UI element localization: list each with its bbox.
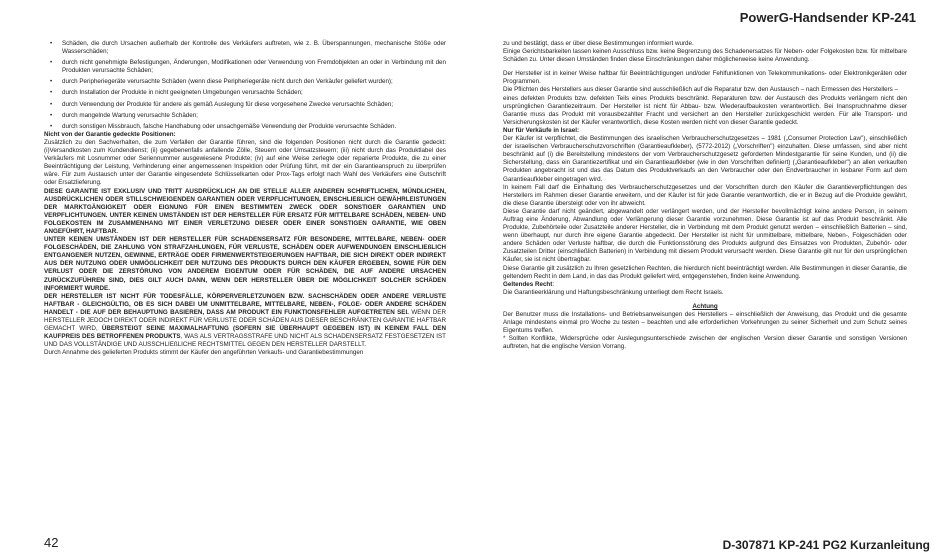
warning-heading: Achtung (692, 302, 718, 310)
max-liability-text-bold: ÜBERSTEIGT SEINE MAXIMALHAFTUNG (SOFERN SIE ÜBERHAUPT GEGEBEN IST) IN KEINEM FALL DEN KAUFPREIS DES BETROFFENEN PRODUKTS (44, 325, 446, 341)
paragraph: Der Hersteller ist in keiner Weise haftbar für Beeinträchtigungen und/oder Fehlfunktionen von Telekommunikations- oder Elektronikgeräten oder Programmen. (503, 70, 907, 86)
max-liability-text: , WAS ALS VERTRAGSSTRAFE UND NICHT ALS SCHADENSERSATZ FESTGESETZEN IST UND DAS VOLLSTÄNDIGE UND AUSSCHLIEßLICHE RECHTSMITTEL GEGEN DEN HERSTELLER DARSTELLT. (44, 333, 446, 349)
governing-law-heading-line (503, 281, 907, 289)
left-column (44, 40, 446, 357)
paragraph: Der Käufer ist verpflichtet, die Bestimmungen des israelischen Verbraucherschutzgesetzes – 1981 („Consumer Protection Law"), einschließlich der israelischen Verbraucherschutzvorschriften (Garantieaufkleber), (5772-2012) („Vorschriften") einzuhalten. Diese umfassen, sind aber nicht beschränkt auf (i) die Bereitstellung mindestens der vom Verbraucherschutzgesetz geforderten Mindestgarantie für seine Kunden, und (ii) die Sicherstellung, dass ein Garantiezertifikat und ein Garantieaufkleber (wie in den Vorschriften definiert) („Garantieaufkleber") an allen verkauften Produkten angebracht ist und das das Datum des Produktverkaufs an den Verbraucher oder den Endverbraucher in lesbarer Form auf dem Garantieaufkleber eingetragen wird. (503, 135, 907, 183)
exclusive-warranty-paragraph: DIESE GARANTIE IST EXKLUSIV UND TRITT AUSDRÜCKLICH AN DIE STELLE ALLER ANDEREN SCHRIFTLICHEN, MÜNDLICHEN, AUSDRÜCKLICHEN ODER STILLSCHWEIGENDEN GARANTIEN ODER VERPFLICHTUNGEN, EINSCHLIEßLICH GEWÄHRLEISTUNGEN DER MARKTGÄNGIGKEIT ODER EIGNUNG FÜR EINEN BESTIMMTEN ZWECK ODER SONSTIGER GARANTIEN UND VERPFLICHTUNGEN. UNTER KEINEN UMSTÄNDEN IST DER HERSTELLER FÜR ERSATZ FÜR MITTELBARE SCHÄDEN, NEBEN- UND FOLGEKOSTEN IM ZUSAMMENHANG MIT EINER VERLETZUNG DIESER ODER EINER SONSTIGEN GARANTIE, WIE OBEN ANGEFÜHRT, HAFTBAR. (44, 187, 446, 235)
paragraph: Die Garantieerklärung und Haftungsbeschränkung unterliegt dem Recht Israels. (503, 288, 724, 296)
liability-text-bold: DER HERSTELLER IST NICHT FÜR TODESFÄLLE, KÖRPERVERLETZUNGEN BZW. SACHSCHÄDEN ODER ANDERE VERLUSTE HAFTBAR - GLEICHGÜLTIG, OB ES SICH DABEI UM UNMITTELBARE, MITTELBARE, NEBEN-, FOLGE- ODER ANDERE SCHÄDEN HANDELT - DIE AUF DER BEHAUPTUNG BASIEREN, DASS AM PRODUKT EIN FUNKTIONSFEHLER AUFGETRETEN SEI. (44, 292, 446, 316)
paragraph: * Sollten Konflikte, Widersprüche oder Auslegungsunterschiede zwischen der englischen Version dieser Garantie und sonstigen Versionen auftreten, hat die englische Version Vorrang. (503, 335, 907, 351)
paragraph: Der Benutzer muss die Installations- und Betriebsanweisungen des Herstellers – einschließlich der Anweisung, das Produkt und die gesamte Anlage mindestens einmal pro Woche zu testen – beachten und alle erforderlichen Vorkehrungen zu seiner Sicherheit und zum Schutz seines Eigentums treffen. (503, 311, 907, 335)
list-item: • durch Peripheriegeräte verursachte Schäden (wenn diese Peripheriegeräte nicht durch den Verkäufer geliefert wurden); (62, 78, 446, 86)
document-id: D-307871 KP-241 PG2 Kurzanleitung (722, 538, 930, 552)
right-column (503, 40, 907, 351)
document-header: PowerG-Handsender KP-241 (739, 10, 916, 25)
paragraph: zu und bestätigt, dass er über diese Bestimmungen informiert wurde. (503, 40, 694, 47)
not-covered-paragraph: Zusätzlich zu den Sachverhalten, die zum Verfallen der Garantie führen, sind die folgenden Positionen nicht durch die Garantie gedeckt: (i)Versandkosten zum Kundendienst; (ii) gegebenenfalls anfallende Zölle, Steuern oder Umsatzsteuern; (iii) nicht durch das Produktlabel des Verkäufers mit Losnummer oder Seriennummer ausgewiesene Produkte; (iv) auf eine Weise zerlegte oder reparierte Produkte, die zu einer Beeinträchtigung der Leistung, Verhinderung einer angemessenen Inspektion oder Prüfung führt, mit der ein Garantieanspruch zu überprüfen wäre. Für zum Austausch unter der Garantie eingesendete Schlüsselkarten oder Prox-Tags erfolgt nach Wahl des Verkäufers eine Gutschrift oder Ersatzlieferung. (44, 138, 446, 187)
liability-paragraph (44, 293, 446, 350)
list-item: • Schäden, die durch Ursachen außerhalb der Kontrolle des Verkäufers auftreten, wie z. B. Überspannungen, mechanische Stöße oder Wasserschäden; (62, 40, 446, 56)
acceptance-paragraph: Durch Annahme des gelieferten Produkts stimmt der Käufer den angeführten Verkaufs- und Garantiebestimmungen (44, 349, 364, 357)
paragraph: Diese Garantie gilt zusätzlich zu Ihren gesetzlichen Rechten, die hierdurch nicht beeinträchtigt werden. Alle Bestimmungen in dieser Garantie, die geltendem Recht in dem Land, in das das Produkt geliefert wird, entgegenstehen, finden keine Anwendung. (503, 264, 907, 280)
paragraph: eines defekten Produkts bzw. defekten Teils eines Produkts beschränkt. Reparaturen bzw. der Austausch des Produkts verlängern nicht den ursprünglichen Garantiezeitraum. Der Hersteller ist nicht für Abbau- bzw. Wiederaufbaukosten verantwortlich. Bei Inanspruchnahme dieser Garantie muss das Produkt mit vorausbezahlter Fracht und versichert an den Hersteller zurückgeschickt werden. Für alle Transport- und Versicherungskosten ist der Käufer verantwortlich, diese Kosten werden nicht von dieser Garantie gedeckt. (503, 94, 907, 126)
paragraph: Einige Gerichtsbarkeiten lassen keinen Ausschluss bzw. keine Begrenzung des Schadenersatzes für Neben- oder Folgekosten bzw. für mittelbare Schäden zu. Unter diesen Umständen finden diese Einschränkungen daher möglicherweise keine Anwendung. (503, 48, 907, 64)
paragraph: Die Pflichten des Herstellers aus dieser Garantie sind ausschließlich auf die Reparatur bzw. den Austausch – nach Ermessen des Herstellers – (503, 86, 898, 94)
page-number: 42 (44, 535, 59, 550)
list-item: • durch Verwendung der Produkte für andere als gemäß Auslegung für diese vorgesehene Zwecke verursachte Schäden; (62, 101, 446, 109)
list-item: • durch mangelnde Wartung verursachte Schäden; (62, 112, 446, 120)
governing-law-colon: : (552, 280, 555, 288)
liability-text: WENN DER HERSTELLER JEDOCH DIREKT ODER INDIREKT FÜR VERLUSTE ODER SCHÄDEN AUS DIESER BESCHRÄNKTEN GARANTIE HAFTBAR GEMACHT WIRD, (44, 308, 446, 333)
paragraph: Diese Garantie darf nicht geändert, abgewandelt oder verlängert werden, und der Hersteller bevollmächtigt keine andere Person, in seinem Auftrag eine Änderung, Abwandlung oder Verlängerung dieser Garantie vorzunehmen. Diese Garantie ist auf das Produkt beschränkt. Alle Produkte, Zubehörteile oder Zusatzteile anderer Hersteller, die in Verbindung mit dem Produkt genutzt werden – einschließlich Batterien – sind, wenn überhaupt, nur durch ihre eigene Garantie abgedeckt. Der Hersteller ist nicht für unmittelbare, mittelbare, Neben-, Folgeschäden oder andere Schäden oder Verluste haftbar, die durch die Funktionsstörung des Produkts aufgrund des Einsatzes von Produkten, Zubehör- oder Zusatzteilen Dritter (einschließlich Batterien) in Verbindung mit diesem Produkt verursacht werden. Diese Garantie gilt nur für den ursprünglichen Käufer, sie ist nicht übertragbar. (503, 207, 907, 264)
not-covered-heading: Nicht von der Garantie gedeckte Positionen: (44, 130, 176, 138)
damages-disclaimer-paragraph: UNTER KEINEN UMSTÄNDEN IST DER HERSTELLER FÜR SCHADENSERSATZ FÜR BESONDERE, MITTELBARE, NEBEN- ODER FOLGESCHÄDEN, DIE ZAHLUNG VON STRAFZAHLUNGEN, FÜR VERLUSTE, SCHÄDEN ODER AUFWENDUNGEN EINSCHLIEßLICH ENTGANGENER NUTZEN, GEWINNE, ERTRÄGE ODER FIRMENWERTSTEIGERUNGEN HAFTBAR, DIE SICH DIREKT ODER INDIREKT AUS DER NUTZUNG ODER UNMÖGLICHKEIT DER NUTZUNG DES PRODUKTS DURCH DEN KÄUFER ERGEBEN, SOWIE FÜR DEN VERLUST ODER DIE ZERSTÖRUNG VON ANDEREM EIGENTUM ODER FÜR SCHÄDEN, DIE AUF ANDERE URSACHEN ZURÜCKZUFÜHREN SIND, DIES GILT AUCH DANN, WENN DER HERSTELLER ÜBER DIE MÖGLICHKEIT SOLCHER SCHÄDEN INFORMIERT WURDE. (44, 236, 446, 292)
list-item: • durch sonstigen Missbrauch, falsche Handhabung oder unsachgemäße Verwendung der Produkte verursachte Schäden. (62, 123, 446, 131)
governing-law-heading: Geltendes Recht (503, 280, 553, 288)
list-item: • durch Installation der Produkte in nicht geeigneten Umgebungen verursachte Schäden; (62, 89, 446, 97)
israel-heading: Nur für Verkäufe in Israel: (503, 126, 580, 134)
paragraph: In keinem Fall darf die Einhaltung des Verbraucherschutzgesetzes und der Vorschriften durch den Käufer die Garantieverpflichtungen des Herstellers im Rahmen dieser Garantie erweitern, und der Käufer ist für jede Garantie verantwortlich, die er in Bezug auf die Produkte gewährt, die diese Garantie übersteigt oder von ihr abweicht. (503, 183, 907, 207)
list-item: • durch nicht genehmigte Befestigungen, Änderungen, Modifikationen oder Verwendung von Fremdobjekten an oder in Verbindung mit den Produkten verursachte Schäden; (62, 59, 446, 75)
exclusions-list (44, 40, 446, 131)
